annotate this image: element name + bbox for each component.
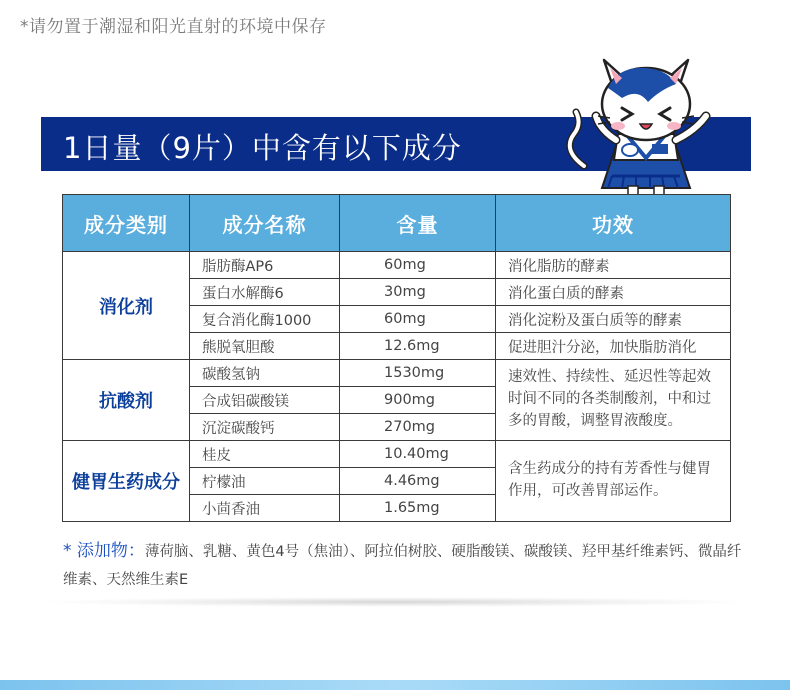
ingredient-name: 熊脱氧胆酸 xyxy=(190,333,340,360)
ingredient-amount: 10.40mg xyxy=(340,441,496,468)
ingredient-name: 碳酸氢钠 xyxy=(190,360,340,387)
category-herbal: 健胃生药成分 xyxy=(63,441,190,522)
header-effect: 功效 xyxy=(496,195,731,252)
table-header-row xyxy=(63,195,731,252)
cat-mascot-icon xyxy=(556,38,736,200)
ingredient-name: 蛋白水解酶6 xyxy=(190,279,340,306)
ingredient-amount: 270mg xyxy=(340,414,496,441)
ingredient-effect: 消化脂肪的酵素 xyxy=(496,252,731,279)
ingredient-amount: 60mg xyxy=(340,306,496,333)
ingredient-amount: 4.46mg xyxy=(340,468,496,495)
ingredient-effect: 消化淀粉及蛋白质等的酵素 xyxy=(496,306,731,333)
ingredient-amount: 12.6mg xyxy=(340,333,496,360)
ingredient-amount: 60mg xyxy=(340,252,496,279)
ingredient-effect: 促进胆汁分泌，加快脂肪消化 xyxy=(496,333,731,360)
ingredient-amount: 30mg xyxy=(340,279,496,306)
group-effect-antacid: 速效性、持续性、延迟性等起效时间不同的各类制酸剂，中和过多的胃酸，调整胃液酸度。 xyxy=(496,360,731,441)
additives-label: * 添加物： xyxy=(63,541,145,561)
ingredient-name: 柠檬油 xyxy=(190,468,340,495)
table-row xyxy=(63,360,731,387)
header-category: 成分类别 xyxy=(63,195,190,252)
storage-notice: *请勿置于潮湿和阳光直射的环境中保存 xyxy=(20,17,327,37)
category-antacid: 抗酸剂 xyxy=(63,360,190,441)
table-row xyxy=(63,441,731,468)
divider-shadow xyxy=(45,597,745,607)
header-amount: 含量 xyxy=(340,195,496,252)
additives-note xyxy=(63,537,743,594)
ingredient-name: 合成铝碳酸镁 xyxy=(190,387,340,414)
ingredient-effect: 消化蛋白质的酵素 xyxy=(496,279,731,306)
ingredients-table xyxy=(62,194,731,522)
group-effect-herbal: 含生药成分的持有芳香性与健胃作用，可改善胃部运作。 xyxy=(496,441,731,522)
ingredient-name: 沉淀碳酸钙 xyxy=(190,414,340,441)
ingredient-amount: 1.65mg xyxy=(340,495,496,522)
table-row xyxy=(63,252,731,279)
ingredient-name: 脂肪酶AP6 xyxy=(190,252,340,279)
bottom-bar xyxy=(0,680,790,690)
banner-title: 1日量（9片）中含有以下成分 xyxy=(63,131,462,165)
header-name: 成分名称 xyxy=(190,195,340,252)
ingredient-name: 桂皮 xyxy=(190,441,340,468)
category-digestive: 消化剂 xyxy=(63,252,190,360)
additives-text: 薄荷脑、乳糖、黄色4号（焦油）、阿拉伯树胶、硬脂酸镁、碳酸镁、羟甲基纤维素钙、微晶纤维素、天然维生素E xyxy=(63,544,742,588)
ingredient-amount: 900mg xyxy=(340,387,496,414)
ingredient-amount: 1530mg xyxy=(340,360,496,387)
ingredient-name: 复合消化酶1000 xyxy=(190,306,340,333)
ingredient-name: 小茴香油 xyxy=(190,495,340,522)
